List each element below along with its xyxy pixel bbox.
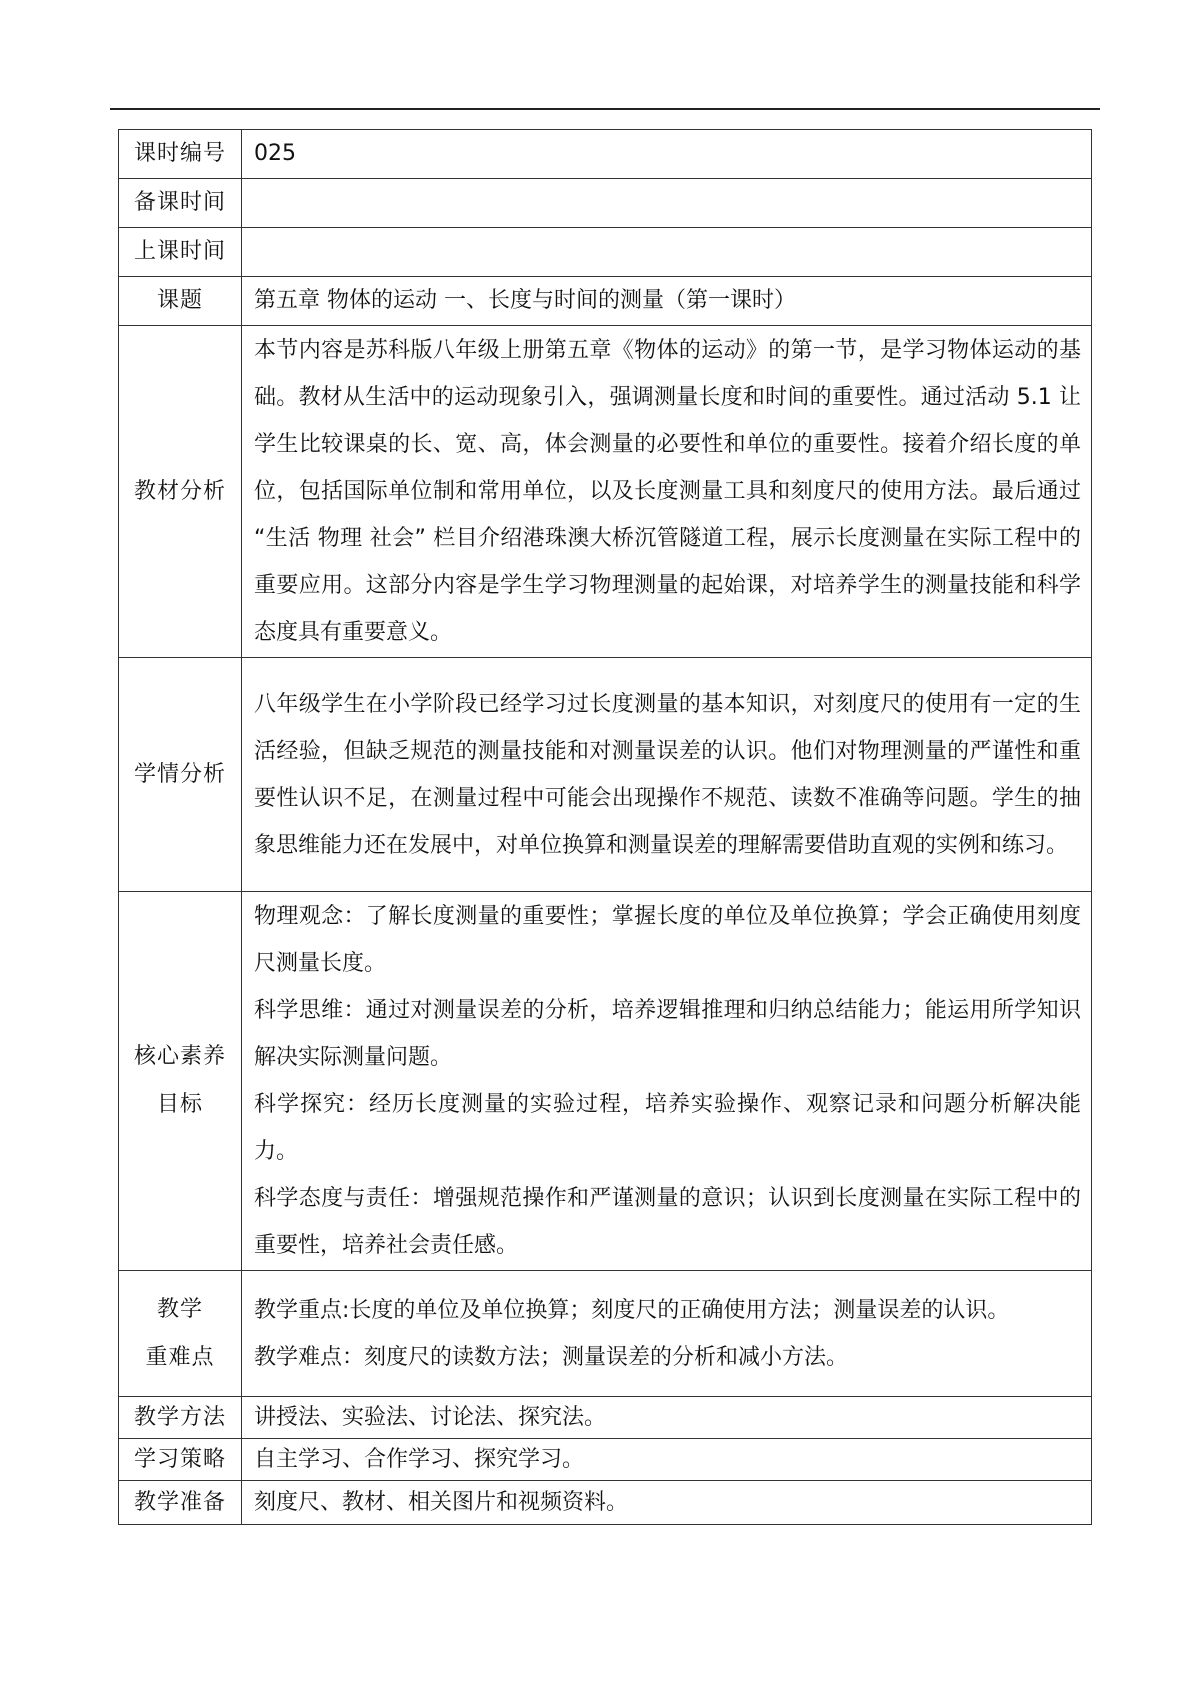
core-goal-physics-concept: 物理观念：了解长度测量的重要性；掌握长度的单位及单位换算；学会正确使用刻度尺测量长度。 <box>254 904 1081 976</box>
row-topic <box>119 277 1092 326</box>
key-point-emphasis: 教学重点:长度的单位及单位换算；刻度尺的正确使用方法；测量误差的认识。 <box>254 1297 1010 1323</box>
student-analysis-label: 学情分析 <box>119 658 242 892</box>
core-goal-scientific-inquiry: 科学探究：经历长度测量的实验过程，培养实验操作、观察记录和问题分析解决能力。 <box>254 1092 1081 1164</box>
core-goals-label-line2: 目标 <box>156 1092 203 1117</box>
methods-label: 教学方法 <box>119 1397 242 1439</box>
core-goal-attitude-responsibility: 科学态度与责任：增强规范操作和严谨测量的意识；认识到长度测量在实际工程中的重要性，培养社会责任感。 <box>254 1186 1081 1258</box>
topic-label: 课题 <box>119 277 242 326</box>
student-analysis-cell <box>242 658 1092 892</box>
header-rule <box>110 108 1100 110</box>
strategies-label: 学习策略 <box>119 1439 242 1481</box>
textbook-analysis-cell <box>242 326 1092 658</box>
textbook-analysis-text: 本节内容是苏科版八年级上册第五章《物体的运动》的第一节，是学习物体运动的基础。教材从生活中的运动现象引入，强调测量长度和时间的重要性。通过活动 5.1 让学生比较课桌的长、宽、高，体会测量的必要性和单位的重要性。接着介绍长度的单位，包括国际单位制和常用单位，以及长度测量工具和刻度尺的使用方法。最后通过 “生活 物理 社会” 栏目介绍港珠澳大桥沉管隧道工程，展示长度测量在实际工程中的重要应用。这部分内容是学生学习物理测量的起始课，对培养学生的测量技能和科学态度具有重要意义。 <box>254 338 1081 645</box>
lesson-number-value: 025 <box>242 130 1092 179</box>
prep-time-label: 备课时间 <box>119 179 242 228</box>
row-key-points <box>119 1271 1092 1397</box>
preparation-value: 刻度尺、教材、相关图片和视频资料。 <box>242 1481 1092 1525</box>
student-analysis-text: 八年级学生在小学阶段已经学习过长度测量的基本知识，对刻度尺的使用有一定的生活经验，但缺乏规范的测量技能和对测量误差的认识。他们对物理测量的严谨性和重要性认识不足，在测量过程中可能会出现操作不规范、读数不准确等问题。学生的抽象思维能力还在发展中，对单位换算和测量误差的理解需要借助直观的实例和练习。 <box>254 691 1081 858</box>
lesson-plan-table <box>118 129 1092 1525</box>
core-goal-scientific-thinking: 科学思维：通过对测量误差的分析，培养逻辑推理和归纳总结能力；能运用所学知识解决实际测量问题。 <box>254 998 1081 1070</box>
topic-value: 第五章 物体的运动 一、长度与时间的测量（第一课时） <box>242 277 1092 326</box>
key-points-label-line1: 教学 <box>156 1296 203 1322</box>
key-points-cell <box>242 1271 1092 1397</box>
strategies-value: 自主学习、合作学习、探究学习。 <box>242 1439 1092 1481</box>
row-strategies <box>119 1439 1092 1481</box>
core-goals-cell <box>242 892 1092 1271</box>
row-preparation <box>119 1481 1092 1525</box>
textbook-analysis-label: 教材分析 <box>119 326 242 658</box>
row-methods <box>119 1397 1092 1439</box>
key-point-difficulty: 教学难点：刻度尺的读数方法；测量误差的分析和减小方法。 <box>254 1344 849 1370</box>
lesson-number-label: 课时编号 <box>119 130 242 179</box>
methods-value: 讲授法、实验法、讨论法、探究法。 <box>242 1397 1092 1439</box>
key-points-label <box>119 1271 242 1397</box>
row-textbook-analysis <box>119 326 1092 658</box>
core-goals-label <box>119 892 242 1271</box>
row-prep-time <box>119 179 1092 228</box>
row-lesson-number <box>119 130 1092 179</box>
class-time-value <box>242 228 1092 277</box>
row-class-time <box>119 228 1092 277</box>
key-points-label-line2: 重难点 <box>145 1344 215 1370</box>
row-core-goals <box>119 892 1092 1271</box>
row-student-analysis <box>119 658 1092 892</box>
prep-time-value <box>242 179 1092 228</box>
core-goals-label-line1: 核心素养 <box>133 1044 226 1069</box>
class-time-label: 上课时间 <box>119 228 242 277</box>
preparation-label: 教学准备 <box>119 1481 242 1525</box>
